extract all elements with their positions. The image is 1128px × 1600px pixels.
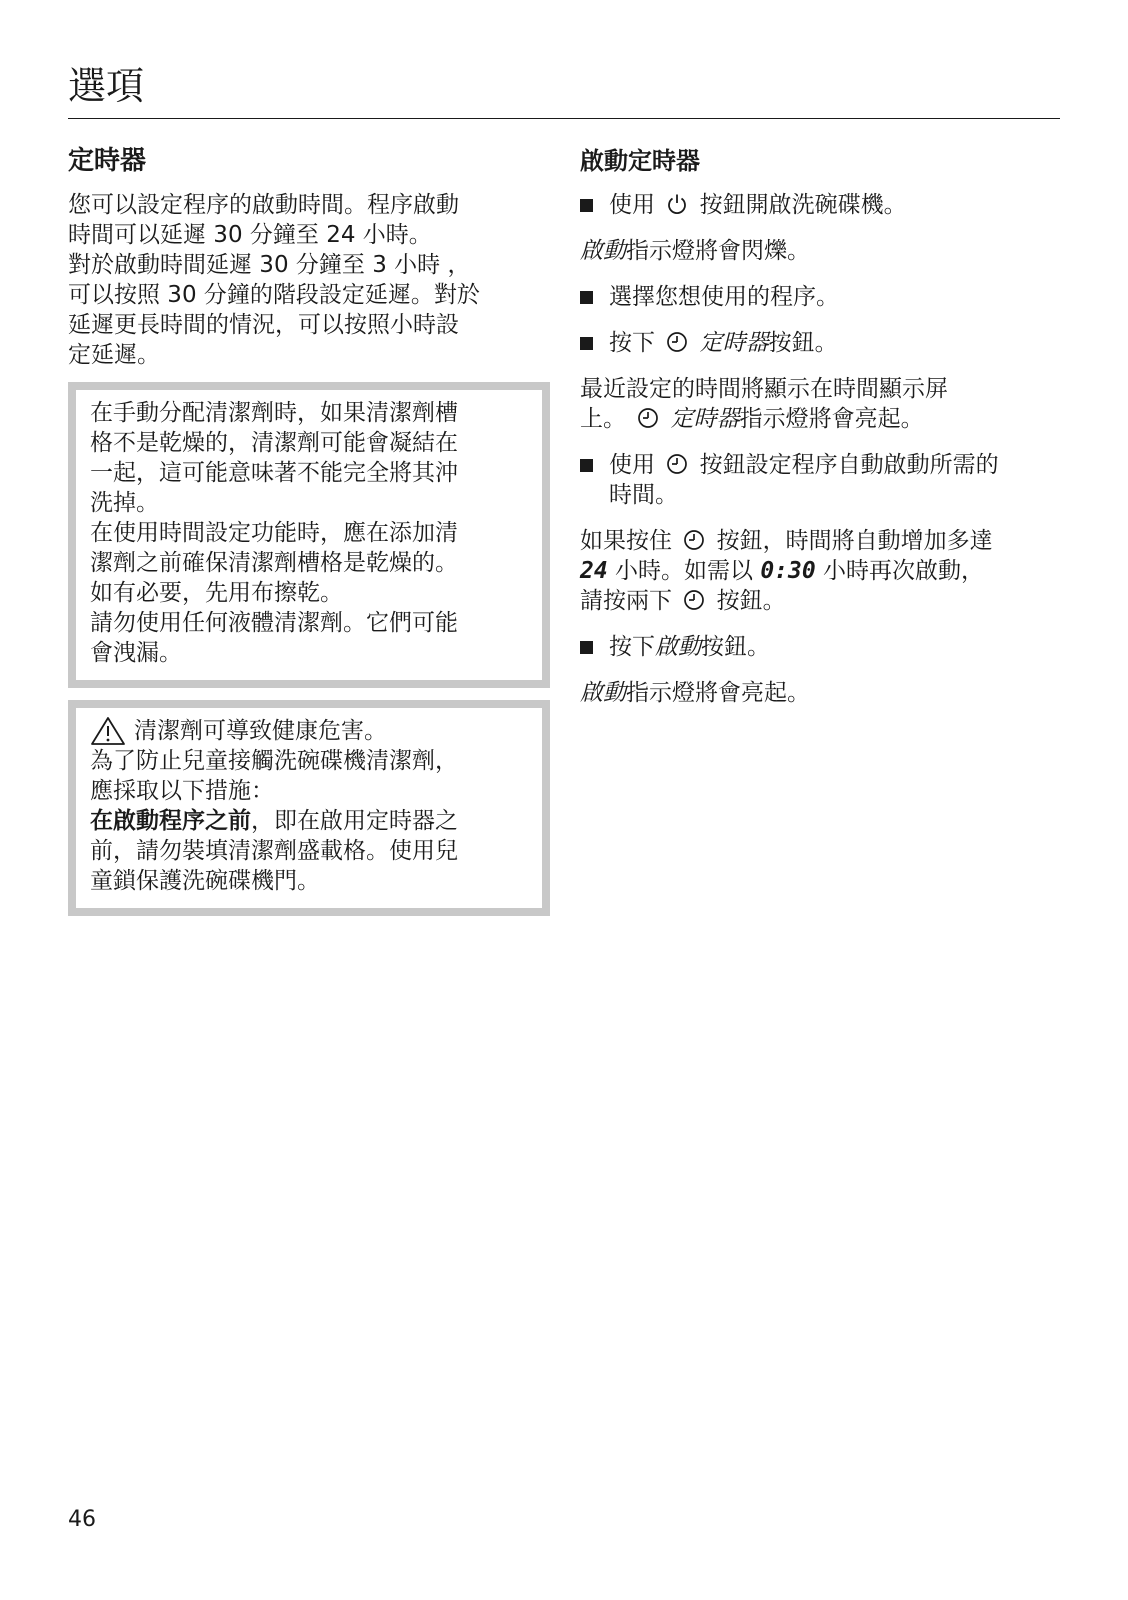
page-number: 46 [68,1507,96,1532]
notice-line: 在使用時間設定功能時，應在添加清 [90,520,458,546]
warning-line-rest: ，即在啟用定時器之 [251,808,458,834]
step-text-line2: 時間。 [609,482,678,508]
result-line [580,404,1060,434]
result-text [580,678,1060,708]
result-pre: 請按兩下 [580,588,672,614]
result-pre: 如果按住 [580,528,672,554]
notice-line: 格不是乾燥的，清潔劑可能會凝結在 [90,430,458,456]
result-line [580,526,1060,556]
step-select-program [580,282,1060,312]
step-text-post: 按鈕開啟洗碗碟機。 [699,192,907,218]
result-line [580,556,1060,586]
bullet-icon [580,199,593,212]
step-set-time [580,450,1060,510]
result-italic: 定時器 [670,406,740,432]
result-rest: 指示燈將會閃爍。 [626,238,810,264]
step-text [609,328,838,358]
step-text-pre: 按下 [609,330,655,356]
notice-line: 請勿使用任何液體清潔劑。它們可能 [90,610,458,636]
result-pre: 上。 [580,406,626,432]
result-line [580,586,1060,616]
result-text [580,236,1060,266]
bullet-icon [580,459,593,472]
warning-title: 清潔劑可導致健康危害。 [134,718,387,744]
result-rest: 指示燈將會亮起。 [626,680,810,706]
display-digits: 24 [580,558,608,584]
left-column [68,144,548,928]
clock-icon [683,589,705,611]
warning-icon [90,716,126,746]
timer-heading: 定時器 [68,146,147,176]
warning-bold-text: 在啟動程序之前 [90,808,251,834]
right-column [580,144,1060,724]
notice-line: 如有必要，先用布擦乾。 [90,580,343,606]
result-line: 最近設定的時間將顯示在時間顯示屏 [580,376,948,402]
header-rule [68,118,1060,119]
warning-line: 應採取以下措施： [90,778,274,804]
step-text [609,190,907,220]
step-power-on [580,190,1060,220]
intro-line: 您可以設定程序的啟動時間。程序啟動 [68,192,459,218]
step-press-timer [580,328,1060,358]
notice-line: 一起，這可能意味著不能完全將其沖 [90,460,458,486]
clock-icon [666,331,688,353]
result-italic: 啟動 [580,238,626,264]
step-text-pre: 按下 [609,634,655,660]
step-text: 選擇您想使用的程序。 [609,284,839,310]
section-title: 選項 [68,64,145,108]
notice-line: 洗掉。 [90,490,159,516]
notice-line: 會洩漏。 [90,640,182,666]
warning-line: 為了防止兒童接觸洗碗碟機清潔劑， [90,748,458,774]
warning-title-row [90,716,528,746]
power-icon [666,193,688,215]
warning-line: 前，請勿裝填清潔劑盛載格。使用兒 [90,838,458,864]
bullet-icon [580,641,593,654]
step-text-post: 按鈕設定程序自動啟動所需的 [699,452,999,478]
detergent-notice-box [68,382,550,688]
clock-icon [637,407,659,429]
notice-line: 潔劑之前確保清潔劑槽格是乾燥的。 [90,550,458,576]
step-text-italic: 定時器 [699,330,769,356]
step-text [609,450,999,510]
intro-line: 對於啟動時間延遲 30 分鐘至 3 小時 ， [68,252,471,278]
intro-line: 延遲更長時間的情況，可以按照小時設 [68,312,459,338]
step-text-post: 按鈕。 [768,330,838,356]
step-text-pre: 使用 [609,452,655,478]
result-post: 小時再次啟動， [823,558,985,584]
result-mid: 小時。如需以 [615,558,754,584]
result-text [580,526,1060,616]
bullet-icon [580,337,593,350]
start-timer-heading: 啟動定時器 [580,147,700,175]
result-post: 按鈕，時間將自動增加多達 [716,528,993,554]
health-warning-box [68,700,550,916]
display-digits: 0:30 [760,558,816,584]
clock-icon [683,529,705,551]
intro-line: 時間可以延遲 30 分鐘至 24 小時。 [68,222,432,248]
timer-intro [68,190,548,370]
bullet-icon [580,291,593,304]
intro-line: 定延遲。 [68,342,160,368]
result-italic: 啟動 [580,680,626,706]
notice-line: 在手動分配清潔劑時，如果清潔劑槽 [90,400,458,426]
intro-line: 可以按照 30 分鐘的階段設定延遲。對於 [68,282,480,308]
step-text-pre: 使用 [609,192,655,218]
step-text [609,632,770,662]
result-text [580,374,1060,434]
warning-line: 童鎖保護洗碗碟機門。 [90,868,320,894]
warning-line [90,806,528,836]
clock-icon [666,453,688,475]
step-text-post: 按鈕。 [701,634,770,660]
result-post: 按鈕。 [716,588,786,614]
step-text-italic: 啟動 [655,634,701,660]
step-press-start [580,632,1060,662]
page-header [68,62,1060,110]
result-post: 指示燈將會亮起。 [739,406,924,432]
